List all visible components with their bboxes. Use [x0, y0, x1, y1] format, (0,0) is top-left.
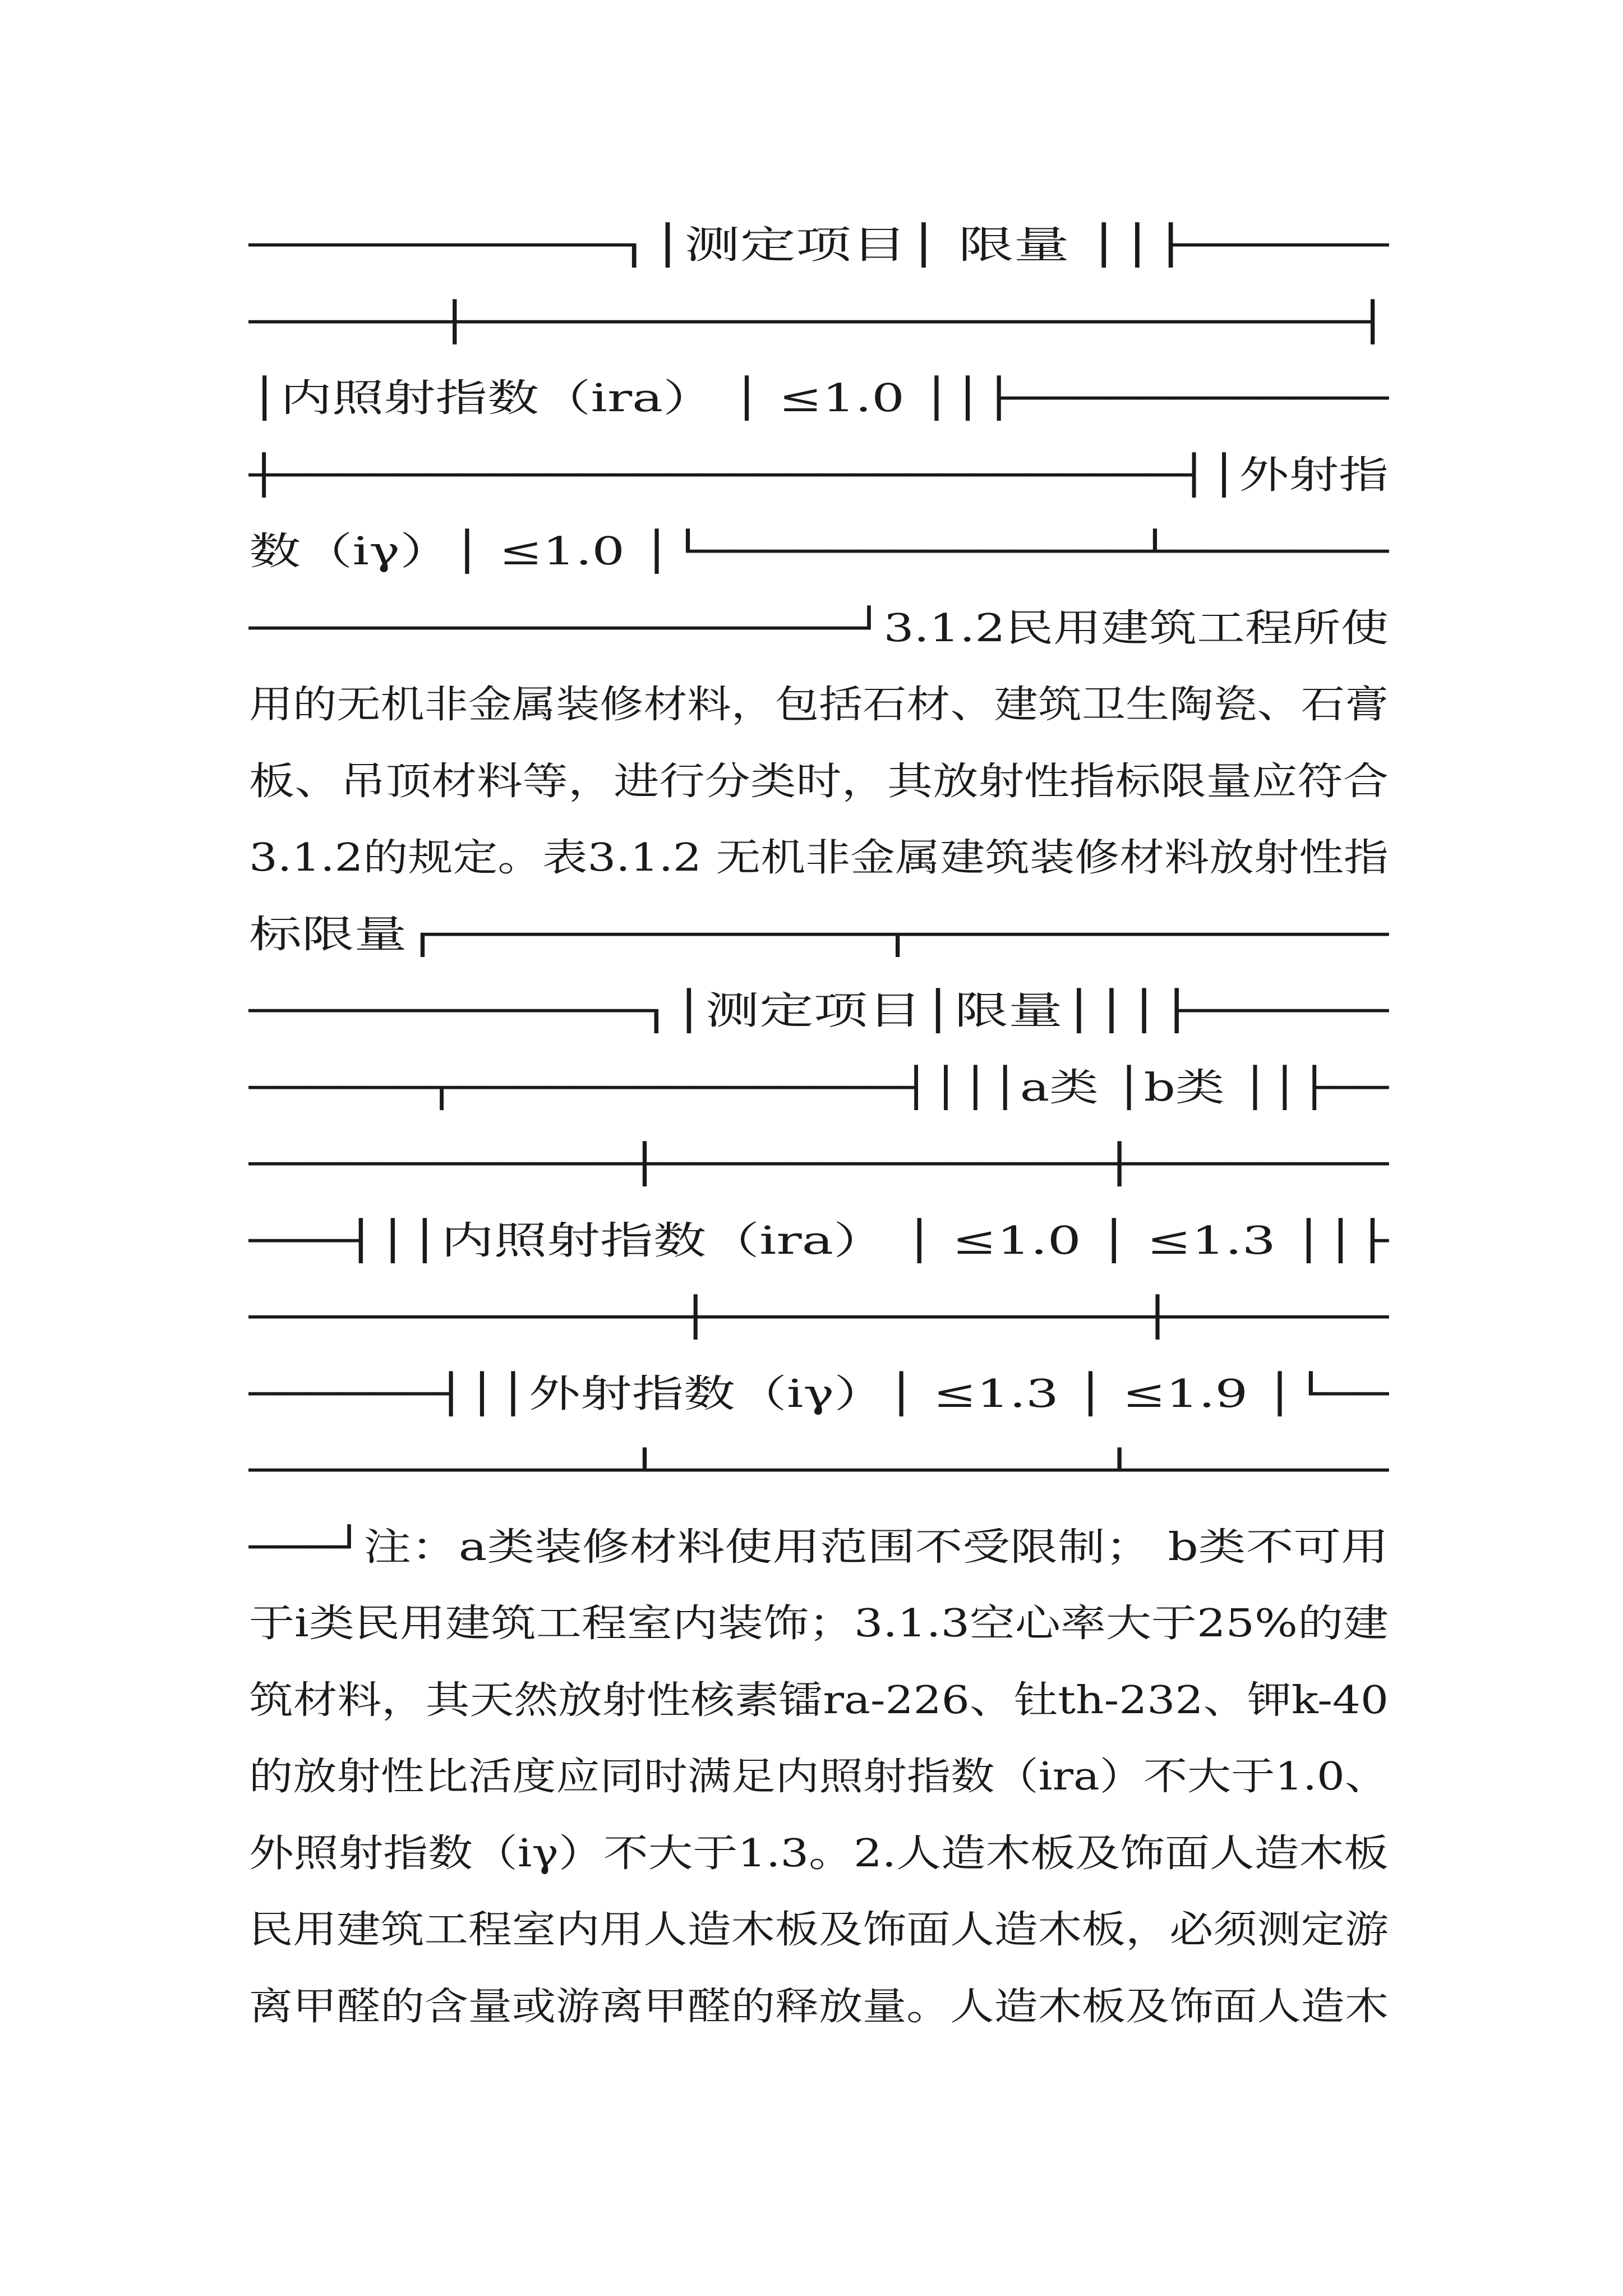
text-line-24	[249, 1969, 1389, 2046]
text-line-23-content: 民用建筑工程室内用人造木板及饰面人造木板，必须测定游	[249, 1908, 1389, 1952]
text-line-6-content: ─────────────────────┘3.1.2民用建筑工程所使	[249, 606, 1389, 651]
text-line-13-content: ────────────┼──────────────┼────────	[249, 1142, 1389, 1186]
text-line-7	[249, 667, 1389, 744]
text-line-17-content: ────────────┴──────────────┴────────	[249, 1448, 1389, 1493]
text-line-14-content: ───┤││内照射指数（ira） │ ≤1.0 │ ≤1.3 ││├	[249, 1218, 1389, 1263]
text-line-9-content: 3.1.2的规定。表3.1.2 无机非金属建筑装修材料放射性指	[249, 836, 1389, 880]
text-line-2-content: ──────┼────────────────────────────┤	[249, 300, 1389, 344]
text-line-24-content: 离甲醛的含量或游离甲醛的释放量。人造木板及饰面人造木	[249, 1984, 1389, 2029]
text-line-21	[249, 1739, 1389, 1816]
text-line-20	[249, 1663, 1389, 1740]
text-line-19	[249, 1586, 1389, 1663]
text-line-5	[249, 514, 1389, 591]
text-line-10-content: 标限量┌──────────────┬───────────────	[249, 912, 1389, 957]
text-line-5-content: 数（iγ）│ ≤1.0 │└──────────────┴───────	[249, 530, 1389, 574]
text-line-17	[249, 1433, 1389, 1510]
text-line-1-content: ───────────┐│测定项目│ 限量 ││├──────	[249, 223, 1389, 268]
document-page	[249, 208, 1389, 2045]
text-line-22	[249, 1816, 1389, 1893]
text-line-4	[249, 438, 1389, 514]
text-line-9	[249, 820, 1389, 897]
text-line-18	[249, 1510, 1389, 1586]
text-line-3-content: │内照射指数（ira） │ ≤1.0 ││├────────────	[249, 376, 1389, 421]
text-line-15-content: ──────────────┼──────────────┼───────	[249, 1295, 1389, 1340]
text-line-19-content: 于i类民用建筑工程室内装饰；3.1.3空心率大于25%的建	[249, 1602, 1389, 1646]
text-line-11-content: ────────────┐│测定项目│限量│││├──────	[249, 989, 1389, 1033]
text-line-10	[249, 897, 1389, 974]
text-line-16-content: ──────┤││外射指数（iγ）│ ≤1.3 │ ≤1.9 │└──	[249, 1372, 1389, 1416]
text-line-12-content: ──────┬───────────────┤│││a类 │b类 ││├──	[249, 1065, 1389, 1110]
text-line-22-content: 外照射指数（iγ）不大于1.3。2.人造木板及饰面人造木板	[249, 1831, 1389, 1876]
text-line-16	[249, 1356, 1389, 1433]
text-line-1	[249, 208, 1389, 284]
text-line-12	[249, 1050, 1389, 1127]
text-line-11	[249, 973, 1389, 1050]
text-line-8	[249, 744, 1389, 821]
text-line-4-content: ┼──────────────────────────────┤│外射指	[249, 453, 1389, 498]
text-line-6	[249, 591, 1389, 668]
text-line-3	[249, 361, 1389, 438]
text-line-23	[249, 1892, 1389, 1969]
text-line-15	[249, 1280, 1389, 1356]
text-line-7-content: 用的无机非金属装修材料，包括石材、建筑卫生陶瓷、石膏	[249, 683, 1389, 727]
text-line-8-content: 板、吊顶材料等，进行分类时，其放射性指标限量应符合	[249, 759, 1389, 804]
text-line-18-content: ───┘注：a类装修材料使用范围不受限制； b类不可用	[249, 1525, 1389, 1570]
text-line-21-content: 的放射性比活度应同时满足内照射指数（ira）不大于1.0、	[249, 1755, 1389, 1799]
text-line-2	[249, 284, 1389, 361]
text-line-14	[249, 1203, 1389, 1280]
text-line-13	[249, 1126, 1389, 1203]
text-line-20-content: 筑材料，其天然放射性核素镭ra-226、钍th-232、钾k-40	[249, 1678, 1389, 1723]
